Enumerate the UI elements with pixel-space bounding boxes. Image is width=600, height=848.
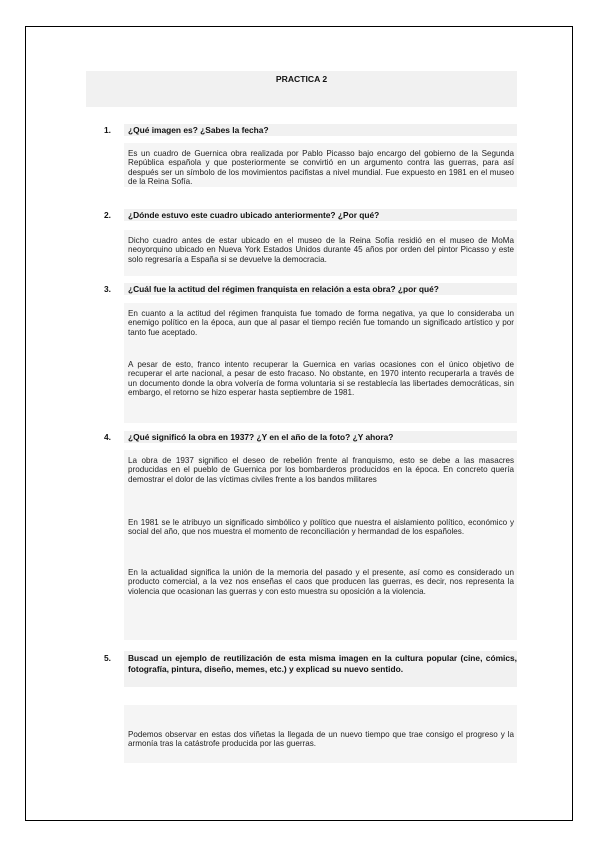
answer-paragraph: La obra de 1937 significo el deseo de rebelión frente al franquismo, esto se debe a las masacres producidas en el pueblo de Guernica por los bombarderos producidos en la época. En concreto quería demostrar el dolor de las víctimas civiles frente a los bandos militares	[128, 456, 514, 484]
answer-paragraph: Es un cuadro de Guernica obra realizada por Pablo Picasso bajo encargo del gobierno de la Segunda República española y que posteriormente se convirtió en un argumento contra las guerras, para así después ser un símbolo de los movimientos pacifistas a nivel mundial. Fue expuesto en 1981 en el museo de la Reina Sofía.	[128, 149, 514, 187]
answer-paragraph: Dicho cuadro antes de estar ubicado en el museo de la Reina Sofía residió en el museo de MoMa neoyorquino ubicado en Nueva York Estados Unidos durante 45 años por orden del pintor Picasso y este solo regresaría a España si se devuelve la democracia.	[128, 236, 514, 264]
question-number: 3.	[104, 284, 111, 294]
question-number: 1.	[104, 125, 111, 135]
answer-paragraph: En la actualidad significa la unión de la memoria del pasado y el presente, así como es considerado un producto comercial, a la vez nos enseñas el caos que producen las guerras, es decir, nos representa la violencia que ocasionan las guerras y con esto muestra su oposición a la violencia.	[128, 568, 514, 596]
question-number: 2.	[104, 210, 111, 220]
question-number: 5.	[104, 653, 111, 663]
page-title: PRACTICA 2	[275, 74, 328, 84]
question-text: ¿Cuál fue la actitud del régimen franquista en relación a esta obra? ¿por qué?	[128, 284, 439, 294]
answer-paragraph: En 1981 se le atribuyo un significado simbólico y político que nuestra el aislamiento político, económico y social del año, que nos muestra el momento de reconciliación y hermandad de los españoles.	[128, 518, 514, 537]
answer-paragraph: A pesar de esto, franco intento recuperar la Guernica en varias ocasiones con el único objetivo de recuperar el arte nacional, a pesar de esto fracaso. No obstante, en 1970 intento recuperarla a través de un documento donde la obra volvería de forma voluntaria si se restablecía las libertades democráticas, sin embargo, el retorno se hizo esperar hasta septiembre de 1981.	[128, 360, 514, 398]
question-text: ¿Qué imagen es? ¿Sabes la fecha?	[128, 125, 269, 135]
question-text: ¿Dónde estuvo este cuadro ubicado anteriormente? ¿Por qué?	[128, 210, 380, 220]
answer-paragraph: Podemos observar en estas dos viñetas la llegada de un nuevo tiempo que trae consigo el progreso y la armonía tras la catástrofe producida por las guerras.	[128, 730, 514, 749]
question-text: Buscad un ejemplo de reutilización de esta misma imagen en la cultura popular (cine, cómics, fotografía, pintura, diseño, memes, etc.) y explicad su nuevo sentido.	[128, 653, 517, 674]
question-text: ¿Qué significó la obra en 1937? ¿Y en el año de la foto? ¿Y ahora?	[128, 432, 394, 442]
answer-paragraph: En cuanto a la actitud del régimen franquista fue tomado de forma negativa, ya que lo consideraba un enemigo político en la época, aun que al pasar el tiempo recién fue tomando un significado artístico y por tanto fue aceptado.	[128, 309, 514, 337]
question-number: 4.	[104, 432, 111, 442]
